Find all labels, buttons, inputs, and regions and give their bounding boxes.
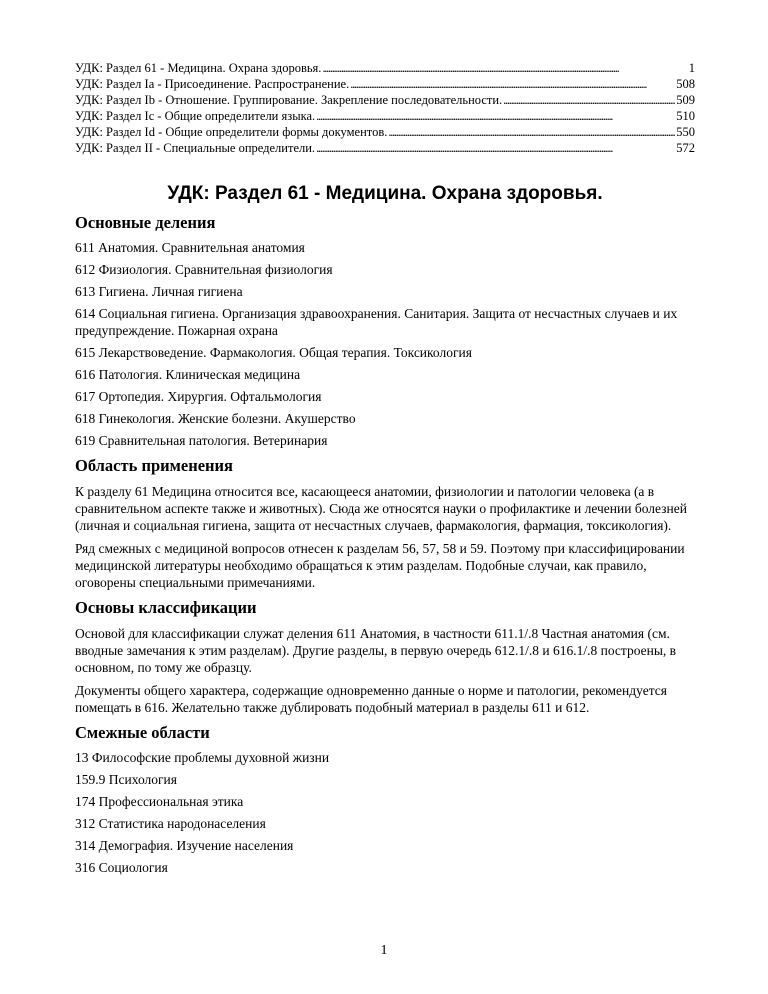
section-heading: Смежные области [75, 723, 210, 742]
toc-entry-page: 572 [676, 141, 695, 155]
paragraph: Основой для классификации служат деления 611 Анатомия, в частности 611.1/.8 Частная анатомия (см. вводные замечания к этим разделам). Другие разделы, в первую очередь 612.1/.8 и 616.1/.8 построены, в основном, по тому же образцу. [75, 626, 677, 675]
list-item: 614 Социальная гигиена. Организация здравоохранения. Санитария. Защита от несчастных случаев и их предупреждение. Пожарная охрана [75, 306, 678, 338]
list-item: 13 Философские проблемы духовной жизни [75, 750, 330, 765]
paragraph: Ряд смежных с медициной вопросов отнесен к разделам 56, 57, 58 и 59. Поэтому при классифицировании медицинской литературы необходимо обращаться к этим разделам. Подобные случаи, как правило, оговорены специальными примечаниями. [75, 541, 685, 590]
page-number: 1 [380, 943, 388, 958]
toc-entry-title: УДК: Раздел Ib - Отношение. Группирование. Закрепление последовательности. [75, 93, 503, 107]
list-item: 616 Патология. Клиническая медицина [75, 367, 301, 382]
toc-entry[interactable] [75, 140, 695, 156]
section-heading: Основные деления [75, 213, 216, 232]
list-item: 615 Лекарствоведение. Фармакология. Общая терапия. Токсикология [75, 345, 472, 360]
toc-leader-dots [316, 108, 675, 124]
toc-entry[interactable] [75, 76, 695, 92]
list-item: 611 Анатомия. Сравнительная анатомия [75, 240, 305, 255]
basis-section [75, 597, 695, 716]
toc-entry[interactable] [75, 60, 695, 76]
toc-entry-page: 510 [676, 109, 695, 123]
main-divisions-section [75, 212, 695, 449]
toc-entry[interactable] [75, 124, 695, 140]
toc-entry-page: 509 [676, 93, 695, 107]
toc-leader-dots [503, 92, 675, 108]
list-item: 314 Демография. Изучение населения [75, 838, 294, 853]
toc-leader-dots [388, 124, 675, 140]
toc-entry-page: 1 [688, 61, 695, 75]
list-item: 316 Социология [75, 860, 168, 875]
list-item: 613 Гигиена. Личная гигиена [75, 284, 243, 299]
paragraph: К разделу 61 Медицина относится все, касающееся анатомии, физиологии и патологии человека (а в сравнительном аспекте также и животных). Сюда же относятся науки о профилактике и лечении болезней (личная и социальная гигиена, защита от несчастных случаев, фармакология, фармация, токсикология). [75, 484, 687, 533]
toc-leader-dots [322, 60, 687, 76]
table-of-contents [75, 60, 695, 156]
paragraph: Документы общего характера, содержащие одновременно данные о норме и патологии, рекомендуется помещать в 616. Желательно также дублировать подобный материал в разделы 611 и 612. [75, 683, 667, 715]
toc-entry[interactable] [75, 108, 695, 124]
page-content [75, 60, 695, 876]
toc-entry-page: 508 [676, 77, 695, 91]
toc-entry-title: УДК: Раздел Ic - Общие определители языка. [75, 109, 316, 123]
toc-entry-title: УДК: Раздел Ia - Присоединение. Распространение. [75, 77, 350, 91]
list-item: 612 Физиология. Сравнительная физиология [75, 262, 333, 277]
list-item: 617 Ортопедия. Хирургия. Офтальмология [75, 389, 322, 404]
list-item: 159.9 Психология [75, 772, 177, 787]
toc-entry-page: 550 [676, 125, 695, 139]
toc-entry-title: УДК: Раздел II - Специальные определители. [75, 141, 316, 155]
toc-leader-dots [350, 76, 675, 92]
list-item: 312 Статистика народонаселения [75, 816, 266, 831]
page-title: УДК: Раздел 61 - Медицина. Охрана здоровья. [167, 183, 603, 204]
toc-entry-title: УДК: Раздел Id - Общие определители формы документов. [75, 125, 388, 139]
list-item: 619 Сравнительная патология. Ветеринария [75, 433, 328, 448]
section-heading: Область применения [75, 456, 233, 475]
list-item: 618 Гинекология. Женские болезни. Акушерство [75, 411, 356, 426]
list-item: 174 Профессиональная этика [75, 794, 244, 809]
toc-entry-title: УДК: Раздел 61 - Медицина. Охрана здоровья. [75, 61, 322, 75]
section-heading: Основы классификации [75, 598, 257, 617]
toc-leader-dots [316, 140, 675, 156]
toc-entry[interactable] [75, 92, 695, 108]
related-section [75, 722, 695, 876]
scope-section [75, 455, 695, 591]
